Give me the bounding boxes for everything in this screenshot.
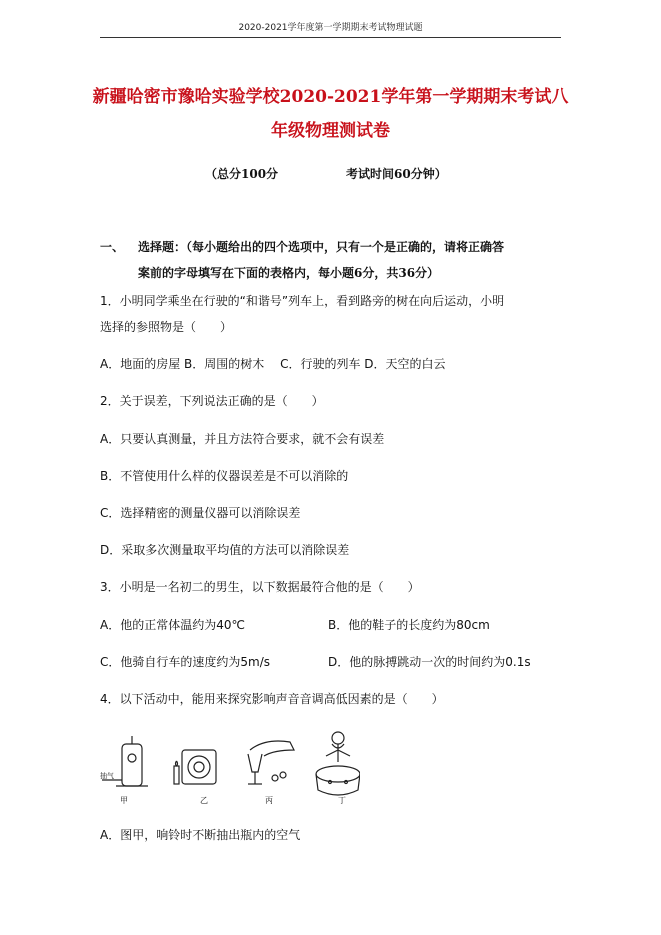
speaker-candle-illustration [174, 750, 216, 784]
q4-stem: 4．以下活动中，能用来探究影响声音音调高低因素的是（ ） [100, 692, 444, 706]
exam-title-line2: 年级物理测试卷 [271, 121, 390, 141]
pump-label: 抽气 [100, 772, 114, 780]
section-heading [100, 234, 570, 286]
q3-option-c: C．他骑自行车的速度约为5m/s [100, 655, 270, 669]
exam-title-line1: 新疆哈密市豫哈实验学校2020-2021学年第一学期期末考试八 [92, 87, 569, 107]
figure-label-ding: 丁 [338, 796, 346, 805]
section-instructions-line1: 选择题：（每小题给出的四个选项中，只有一个是正确的，请将正确答 [138, 240, 505, 254]
section-instructions-line2: 案前的字母填写在下面的表格内，每小题6分，共36分） [138, 266, 440, 280]
page-header: 2020-2021学年度第一学期期末考试物理试题 [100, 20, 561, 38]
q2-stem: 2．关于误差，下列说法正确的是（ ） [100, 394, 324, 408]
exam-title [90, 80, 571, 148]
q3-option-b: B．他的鞋子的长度约为80cm [328, 618, 490, 632]
q2-option-b: B．不管使用什么样的仪器误差是不可以消除的 [100, 469, 349, 483]
q2-option-a: A．只要认真测量，并且方法符合要求，就不会有误差 [100, 432, 385, 446]
figure-label-jia: 甲 [120, 796, 128, 805]
q1-stem-line1: 1．小明同学乘坐在行驶的“和谐号”列车上，看到路旁的树在向后运动，小明 [100, 294, 505, 308]
q1-options: A．地面的房屋 B．周围的树木 C．行驶的列车 D．天空的白云 [100, 357, 446, 371]
drum-figure-illustration [316, 732, 360, 795]
q3-option-a: A．他的正常体温约为40℃ [100, 618, 245, 632]
figure-label-yi: 乙 [200, 796, 208, 805]
q3-stem: 3．小明是一名初二的男生，以下数据最符合他的是（ ） [100, 580, 420, 594]
figure-label-bing: 丙 [265, 796, 273, 805]
exam-time: 考试时间60分钟） [346, 167, 447, 181]
q4-figure [100, 728, 360, 806]
q4-option-a: A．图甲，响铃时不断抽出瓶内的空气 [100, 828, 301, 842]
q3-option-d: D．他的脉搏跳动一次的时间约为0.1s [328, 655, 531, 669]
q2-option-d: D．采取多次测量取平均值的方法可以消除误差 [100, 543, 350, 557]
q2-option-c: C．选择精密的测量仪器可以消除误差 [100, 506, 301, 520]
q1-stem-line2: 选择的参照物是（ ） [100, 320, 233, 334]
section-number: 一、 [100, 240, 125, 254]
total-score: （总分100分 [205, 167, 279, 181]
wine-glass-illustration [248, 741, 294, 784]
